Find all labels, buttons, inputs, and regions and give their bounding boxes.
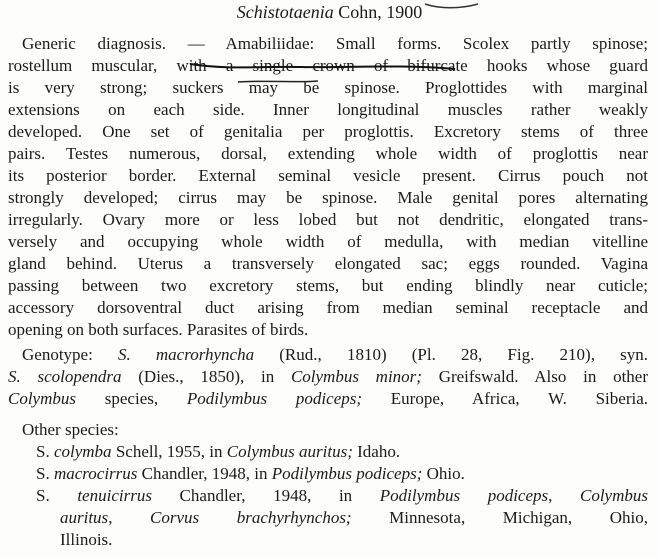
diagnosis-line: [8, 319, 308, 341]
text: strongly developed; cirrus may be spinose. Male genital pores alternating: [8, 188, 648, 207]
species-line: [60, 507, 648, 529]
text: pairs. Testes numerous, dorsal, extending whole width of proglottis near: [8, 144, 648, 163]
text: Schell, 1955, in: [111, 442, 227, 461]
italic-text: auritus: [60, 508, 109, 527]
text: S.: [36, 464, 54, 483]
text: ,: [548, 486, 580, 505]
text: developed. One set of genitalia per proglottis. Excretory stems of three: [8, 122, 648, 141]
species-line: [36, 463, 465, 485]
diagnosis-line: [8, 209, 648, 231]
genotype-line: [8, 366, 648, 388]
text: Ohio.: [422, 464, 465, 483]
diagnosis-line: [8, 77, 648, 99]
text: accessory dorsoventral duct arising from median seminal receptacle and: [8, 298, 648, 317]
text: gland behind. Uterus a transversely elongated sac; eggs rounded. Vagina: [8, 254, 648, 273]
italic-text: Colymbus: [580, 486, 648, 505]
italic-text: Colymbus: [8, 389, 76, 408]
diagnosis-line: [8, 143, 648, 165]
text: its posterior border. External seminal vesicle present. Cirrus pouch not: [8, 166, 648, 185]
text: opening on both surfaces. Parasites of birds.: [8, 320, 309, 339]
italic-text: Colymbus minor;: [290, 367, 422, 386]
text: Idaho.: [352, 442, 401, 461]
genus-author: Cohn, 1900: [338, 2, 423, 22]
text: S.: [36, 486, 78, 505]
genus-name: Schistotaenia: [236, 2, 334, 22]
text: is very strong; suckers may be spinose. Proglottides with marginal: [8, 78, 648, 97]
diagnosis-line: [8, 165, 648, 187]
italic-text: Podilymbus podiceps;: [271, 464, 423, 483]
diagnosis-line: [8, 99, 648, 121]
text: (Rud., 1810) (Pl. 28, Fig. 210), syn.: [254, 345, 648, 364]
text: Minnesota, Michigan, Ohio,: [351, 508, 648, 527]
italic-text: Podilymbus podiceps: [379, 486, 549, 505]
text: rostellum muscular, with a single crown of bifurcate hooks whose guard: [8, 56, 648, 75]
diagnosis-line: [8, 297, 648, 319]
text: (Dies., 1850), in: [121, 367, 291, 386]
italic-text: Colymbus auritus;: [226, 442, 353, 461]
genotype-line: [8, 388, 648, 410]
text: irregularly. Ovary more or less lobed but not dendritic, elongated trans-: [8, 210, 648, 229]
text: Chandler, 1948, in: [137, 464, 272, 483]
diagnosis-line: [8, 231, 648, 253]
text: extensions on each side. Inner longitudinal muscles rather weakly: [8, 100, 648, 119]
italic-text: Podilymbus podiceps;: [186, 389, 363, 408]
diagnosis-line: [8, 253, 648, 275]
text: Greifswald. Also in other: [421, 367, 648, 386]
text: S.: [36, 442, 54, 461]
diagnosis-line: [8, 187, 648, 209]
diagnosis-line: [22, 33, 648, 55]
text: Generic diagnosis. — Amabiliidae: Small forms. Scolex partly spinose;: [22, 34, 648, 53]
italic-text: tenuicirrus: [77, 486, 152, 505]
genotype-line: [22, 344, 648, 366]
species-line: [60, 529, 112, 551]
species-line: [36, 485, 648, 507]
text: Genotype:: [22, 345, 118, 364]
italic-text: macrocirrus: [53, 464, 138, 483]
text: ,: [108, 508, 151, 527]
text: Chandler, 1948, in: [151, 486, 380, 505]
text: versely and occupying whole width of medulla, with median vitelline: [8, 232, 648, 251]
italic-text: S. macrorhyncha: [117, 345, 255, 364]
section-title: [0, 1, 659, 23]
text: passing between two excretory stems, but ending blindly near cuticle;: [8, 276, 648, 295]
italic-text: S. scolopendra: [8, 367, 122, 386]
text: species,: [76, 389, 187, 408]
text: Europe, Africa, W. Siberia.: [362, 389, 649, 408]
diagnosis-line: [8, 275, 648, 297]
italic-text: colymba: [53, 442, 112, 461]
text: Illinois.: [60, 530, 113, 549]
other-species-heading: Other species:: [22, 420, 119, 439]
species-line: [36, 441, 400, 463]
diagnosis-line: [8, 55, 648, 77]
diagnosis-line: [8, 121, 648, 143]
italic-text: Corvus brachyrhynchos;: [150, 508, 352, 527]
